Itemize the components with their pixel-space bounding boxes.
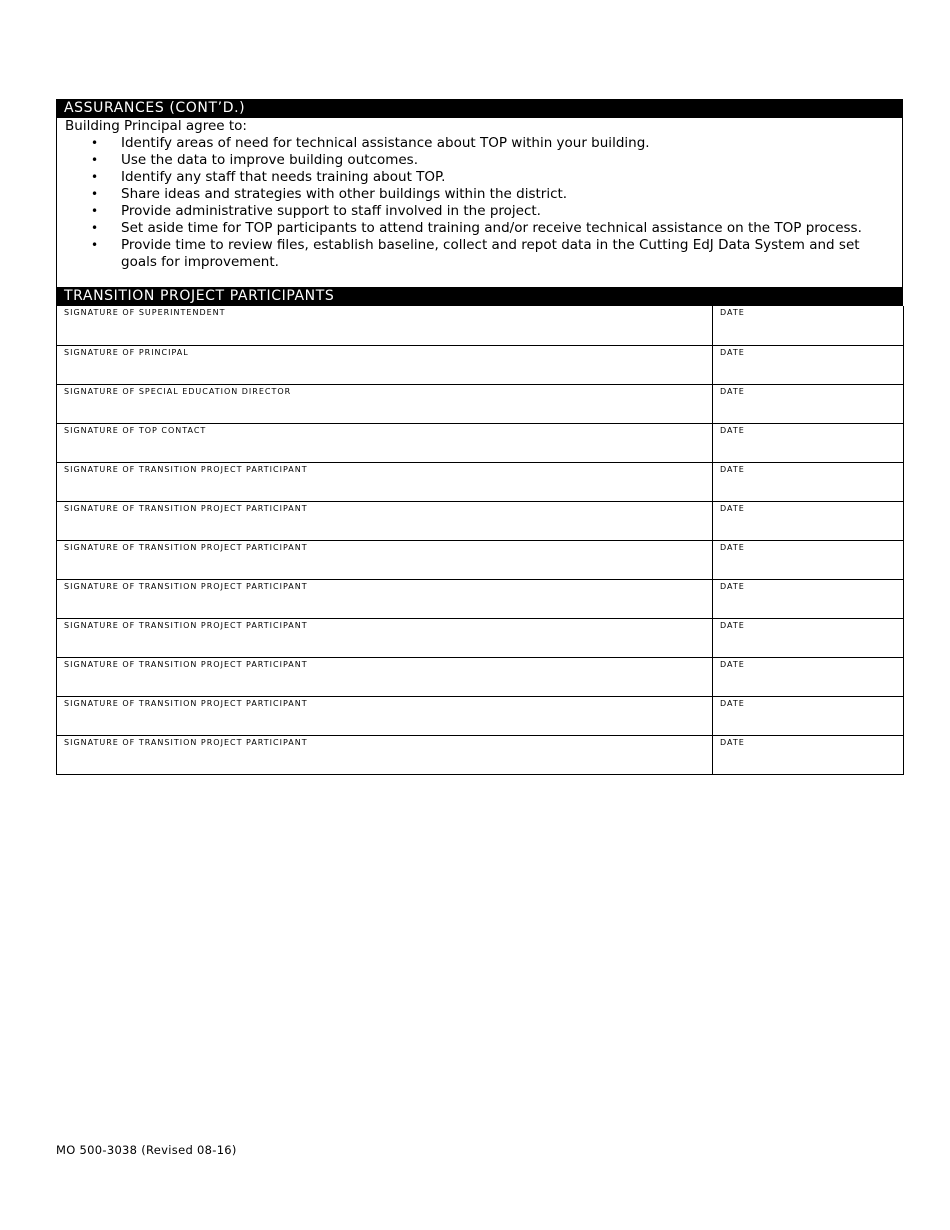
bullet-icon: • [91, 204, 99, 218]
date-field[interactable] [713, 501, 904, 540]
bullet-icon: • [91, 153, 99, 167]
date-label: DATE [720, 503, 745, 513]
signature-field[interactable] [57, 423, 713, 462]
assurance-text: Identify areas of need for technical assistance about TOP within your building. [121, 135, 650, 151]
signature-row [57, 384, 904, 423]
assurances-list [65, 135, 886, 271]
signature-label: SIGNATURE OF PRINCIPAL [64, 347, 189, 357]
assurance-item [65, 220, 886, 237]
signature-label: SIGNATURE OF TRANSITION PROJECT PARTICIPANT [64, 620, 308, 630]
date-field[interactable] [713, 306, 904, 345]
date-label: DATE [720, 659, 745, 669]
signature-field[interactable] [57, 384, 713, 423]
signature-row [57, 306, 904, 345]
signature-label: SIGNATURE OF TOP CONTACT [64, 425, 207, 435]
signature-row [57, 462, 904, 501]
signature-label: SIGNATURE OF TRANSITION PROJECT PARTICIPANT [64, 542, 308, 552]
signature-row [57, 540, 904, 579]
date-label: DATE [720, 425, 745, 435]
bullet-icon: • [91, 221, 99, 235]
signature-field[interactable] [57, 696, 713, 735]
date-label: DATE [720, 386, 745, 396]
signature-label: SIGNATURE OF SPECIAL EDUCATION DIRECTOR [64, 386, 292, 396]
date-field[interactable] [713, 462, 904, 501]
signature-label: SIGNATURE OF TRANSITION PROJECT PARTICIPANT [64, 659, 308, 669]
signature-row [57, 423, 904, 462]
date-label: DATE [720, 737, 745, 747]
signature-field[interactable] [57, 540, 713, 579]
form-number: MO 500-3038 (Revised 08-16) [56, 1143, 237, 1157]
assurance-text: Share ideas and strategies with other buildings within the district. [121, 186, 568, 202]
date-field[interactable] [713, 696, 904, 735]
date-field[interactable] [713, 618, 904, 657]
signature-row [57, 735, 904, 774]
signature-row [57, 618, 904, 657]
date-field[interactable] [713, 579, 904, 618]
assurance-text: Identify any staff that needs training about TOP. [121, 169, 446, 185]
assurances-intro: Building Principal agree to: [65, 118, 247, 134]
form [56, 99, 903, 775]
signature-row [57, 579, 904, 618]
signature-label: SIGNATURE OF TRANSITION PROJECT PARTICIPANT [64, 698, 308, 708]
assurance-text: Provide time to review files, establish baseline, collect and repot data in the Cutting EdJ Data System and set goals for improvement. [121, 237, 860, 270]
assurance-item [65, 203, 886, 220]
date-label: DATE [720, 581, 745, 591]
date-field[interactable] [713, 384, 904, 423]
assurances-header: ASSURANCES (CONT’D.) [56, 99, 903, 118]
date-field[interactable] [713, 540, 904, 579]
assurance-text: Use the data to improve building outcomes. [121, 152, 419, 168]
signature-label: SIGNATURE OF TRANSITION PROJECT PARTICIPANT [64, 464, 308, 474]
date-label: DATE [720, 464, 745, 474]
bullet-icon: • [91, 170, 99, 184]
signature-field[interactable] [57, 462, 713, 501]
bullet-icon: • [91, 238, 99, 252]
signature-field[interactable] [57, 501, 713, 540]
signature-field[interactable] [57, 345, 713, 384]
date-field[interactable] [713, 345, 904, 384]
signature-label: SIGNATURE OF SUPERINTENDENT [64, 308, 226, 317]
assurance-text: Provide administrative support to staff involved in the project. [121, 203, 541, 219]
date-label: DATE [720, 698, 745, 708]
date-label: DATE [720, 347, 745, 357]
assurance-item [65, 169, 886, 186]
signature-row [57, 696, 904, 735]
assurances-section [56, 118, 903, 287]
signature-label: SIGNATURE OF TRANSITION PROJECT PARTICIPANT [64, 581, 308, 591]
date-field[interactable] [713, 735, 904, 774]
signature-field[interactable] [57, 735, 713, 774]
date-field[interactable] [713, 423, 904, 462]
date-label: DATE [720, 542, 745, 552]
signature-field[interactable] [57, 618, 713, 657]
signature-row [57, 345, 904, 384]
assurance-item [65, 152, 886, 169]
signature-label: SIGNATURE OF TRANSITION PROJECT PARTICIPANT [64, 737, 308, 747]
assurance-item [65, 186, 886, 203]
date-field[interactable] [713, 657, 904, 696]
assurance-item [65, 237, 886, 271]
signature-field[interactable] [57, 306, 713, 345]
bullet-icon: • [91, 136, 99, 150]
signature-row [57, 501, 904, 540]
assurance-text: Set aside time for TOP participants to attend training and/or receive technical assistance on the TOP process. [121, 220, 862, 236]
date-label: DATE [720, 620, 745, 630]
signature-field[interactable] [57, 579, 713, 618]
signature-row [57, 657, 904, 696]
signature-label: SIGNATURE OF TRANSITION PROJECT PARTICIPANT [64, 503, 308, 513]
assurance-item [65, 135, 886, 152]
signature-table [56, 306, 904, 775]
date-label: DATE [720, 308, 745, 317]
signature-field[interactable] [57, 657, 713, 696]
participants-header: TRANSITION PROJECT PARTICIPANTS [56, 287, 903, 306]
bullet-icon: • [91, 187, 99, 201]
